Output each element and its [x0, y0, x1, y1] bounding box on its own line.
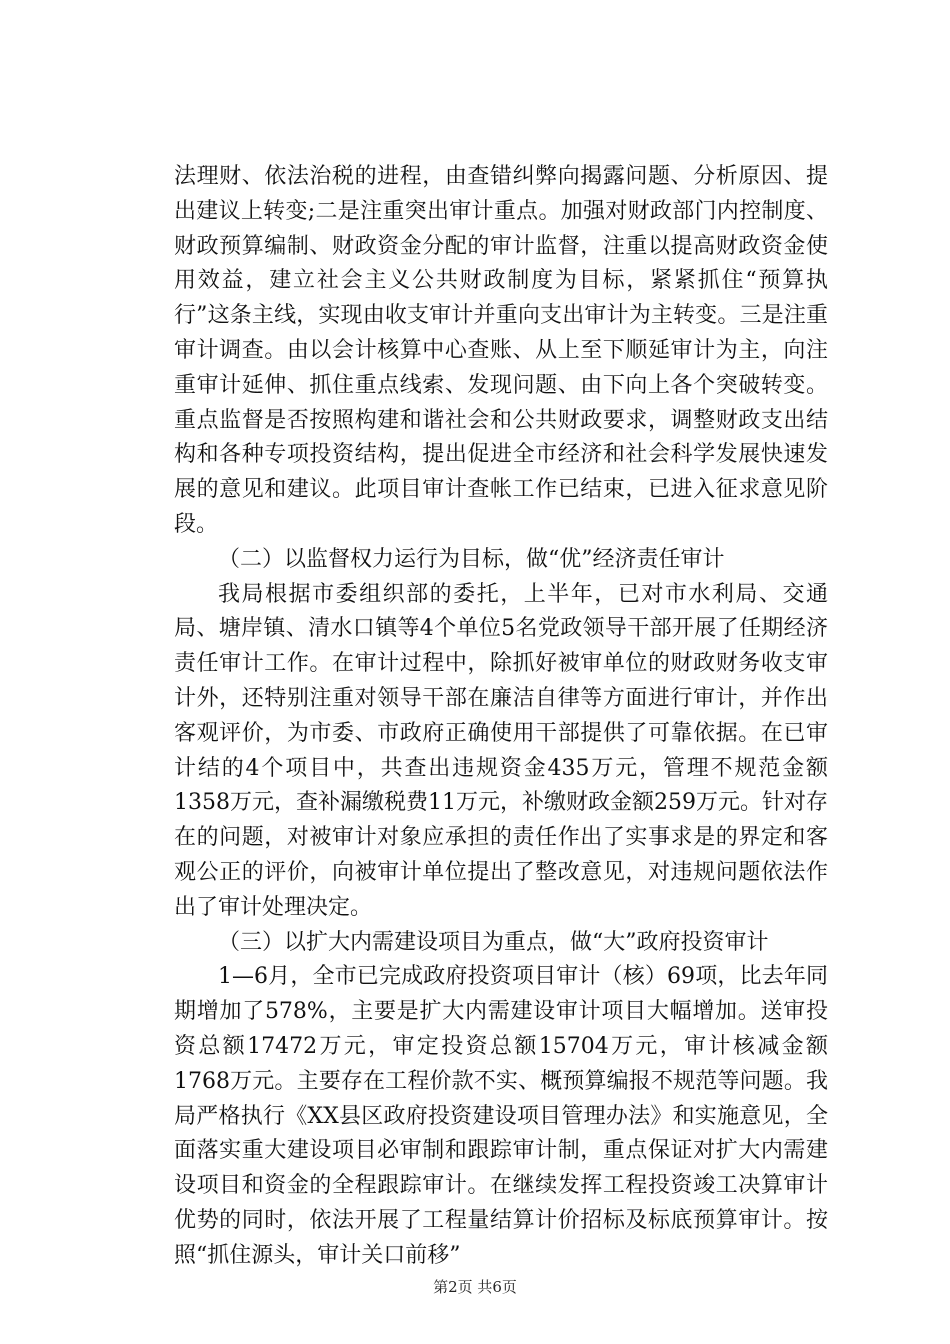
document-body [174, 160, 828, 1274]
paragraph-government-investment-audit: 1—6月，全市已完成政府投资项目审计（核）69项，比去年同期增加了578%，主要是扩大内需建设审计项目大幅增加。送审投资总额17472万元，审定投资总额15704万元，审计核减金额1768万元。主要存在工程价款不实、概预算编报不规范等问题。我局严格执行《XX县区政府投资建设项目管理办法》和实施意见，全面落实重大建设项目必审制和跟踪审计制，重点保证对扩大内需建设项目和资金的全程跟踪审计。在继续发挥工程投资竣工决算审计优势的同时，依法开展了工程量结算计价招标及标底预算审计。按照“抓住源头，审计关口前移” [174, 964, 828, 1268]
section-heading-3: （三）以扩大内需建设项目为重点，做“大”政府投资审计 [218, 929, 769, 955]
page-number-footer: 第2页 共6页 [433, 1278, 517, 1296]
paragraph-continuation: 法理财、依法治税的进程，由查错纠弊向揭露问题、分析原因、提出建议上转变;二是注重突出审计重点。加强对财政部门内控制度、财政预算编制、财政资金分配的审计监督，注重以提高财政资金使用效益，建立社会主义公共财政制度为目标，紧紧抓住“预算执行”这条主线，实现由收支审计并重向支出审计为主转变。三是注重审计调查。由以会计核算中心查账、从上至下顺延审计为主，向注重审计延伸、抓住重点线索、发现问题、由下向上各个突破转变。重点监督是否按照构建和谐社会和公共财政要求，调整财政支出结构和各种专项投资结构，提出促进全市经济和社会科学发展快速发展的意见和建议。此项目审计查帐工作已结束，已进入征求意见阶段。 [174, 164, 828, 537]
section-heading-2: （二）以监督权力运行为目标，做“优”经济责任审计 [218, 546, 725, 572]
paragraph-economic-responsibility-audit: 我局根据市委组织部的委托，上半年，已对市水利局、交通局、塘岸镇、清水口镇等4个单位5名党政领导干部开展了任期经济责任审计工作。在审计过程中，除抓好被审单位的财政财务收支审计外，还特别注重对领导干部在廉洁自律等方面进行审计，并作出客观评价，为市委、市政府正确使用干部提供了可靠依据。在已审计结的4个项目中，共查出违规资金435万元，管理不规范金额1358万元，查补漏缴税费11万元，补缴财政金额259万元。针对存在的问题，对被审计对象应承担的责任作出了实事求是的界定和客观公正的评价，向被审计单位提出了整改意见，对违规问题依法作出了审计处理决定。 [174, 581, 828, 920]
